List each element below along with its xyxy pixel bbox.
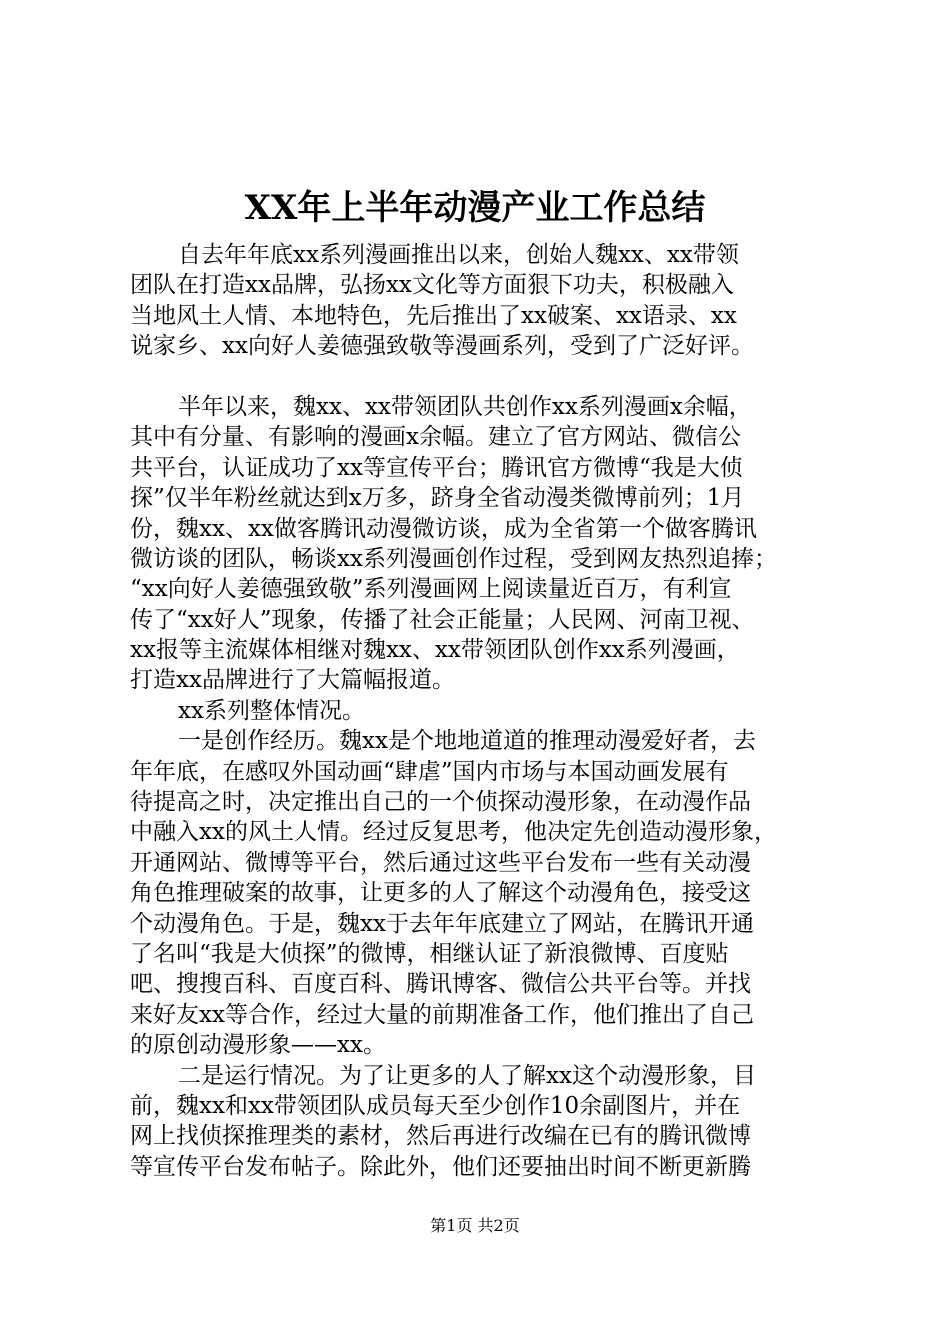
document-body [130, 240, 830, 1182]
text-line: 开通网站、微博等平台，然后通过这些平台发布一些有关动漫 [130, 849, 751, 876]
paragraph-2 [130, 392, 830, 696]
text-line: 份，魏xx、xx做客腾讯动漫微访谈，成为全省第一个做客腾讯 [130, 515, 757, 542]
text-line: 探”仅半年粉丝就达到x万多，跻身全省动漫类微博前列；1月 [130, 485, 745, 512]
text-line: 来好友xx等合作，经过大量的前期准备工作，他们推出了自己 [130, 1001, 754, 1028]
text-line: 微访谈的团队，畅谈xx系列漫画创作过程，受到网友热烈追捧； [130, 545, 777, 572]
text-line: xx系列整体情况。 [178, 697, 365, 724]
text-line: 说家乡、xx向好人姜德强致敬等漫画系列，受到了广泛好评。 [130, 333, 754, 360]
document-title: XX年上半年动漫产业工作总结 [244, 188, 706, 228]
text-line: xx报等主流媒体相继对魏xx、xx带领团队创作xx系列漫画， [130, 637, 740, 664]
text-line: 中融入xx的风土人情。经过反复思考，他决定先创造动漫形象， [130, 819, 777, 846]
text-line: 个动漫角色。于是，魏xx于去年年底建立了网站，在腾讯开通 [130, 910, 754, 937]
text-line: 角色推理破案的故事，让更多的人了解这个动漫角色，接受这 [130, 880, 751, 907]
paragraph-4 [130, 726, 830, 1060]
text-line: 团队在打造xx品牌，弘扬xx文化等方面狠下功夫，积极融入 [130, 272, 734, 299]
paragraph-spacer [130, 362, 830, 392]
text-line: 打造xx品牌进行了大篇幅报道。 [130, 667, 455, 694]
paragraph-3 [130, 696, 830, 726]
text-line: 等宣传平台发布帖子。除此外，他们还要抽出时间不断更新腾 [130, 1153, 751, 1180]
page-footer: 第1页 共2页 [430, 1216, 520, 1235]
text-line: 二是运行情况。为了让更多的人了解xx这个动漫形象，目 [178, 1062, 756, 1089]
paragraph-1 [130, 240, 830, 362]
text-line: 的原创动漫形象——xx。 [130, 1032, 386, 1059]
text-line: 自去年年底xx系列漫画推出以来，创始人魏xx、xx带领 [178, 242, 739, 268]
text-line: 前，魏xx和xx带领团队成员每天至少创作10余副图片，并在 [130, 1092, 741, 1119]
text-line: 待提高之时，决定推出自己的一个侦探动漫形象，在动漫作品 [130, 789, 751, 816]
text-line: 一是创作经历。魏xx是个地地道道的推理动漫爱好者，去 [178, 728, 756, 755]
text-line: 当地风土人情、本地特色，先后推出了xx破案、xx语录、xx [130, 302, 737, 329]
text-line: 吧、搜搜百科、百度百科、腾讯博客、微信公共平台等。并找 [130, 971, 751, 998]
text-line: 半年以来，魏xx、xx带领团队共创作xx系列漫画x余幅， [178, 393, 752, 420]
text-line: 年年底，在感叹外国动画“肆虐”国内市场与本国动画发展有 [130, 758, 729, 785]
text-line: “xx向好人姜德强致敬”系列漫画网上阅读量近百万，有利宣 [130, 576, 732, 603]
text-line: 了名叫“我是大侦探”的微博，相继认证了新浪微博、百度贴 [130, 940, 729, 967]
paragraph-5 [130, 1061, 830, 1183]
text-line: 其中有分量、有影响的漫画x余幅。建立了官方网站、微信公 [130, 424, 741, 451]
text-line: 网上找侦探推理类的素材，然后再进行改编在已有的腾讯微博 [130, 1123, 751, 1150]
text-line: 共平台，认证成功了xx等宣传平台；腾讯官方微博“我是大侦 [130, 454, 743, 481]
text-line: 传了“xx好人”现象，传播了社会正能量；人民网、河南卫视、 [130, 606, 755, 633]
